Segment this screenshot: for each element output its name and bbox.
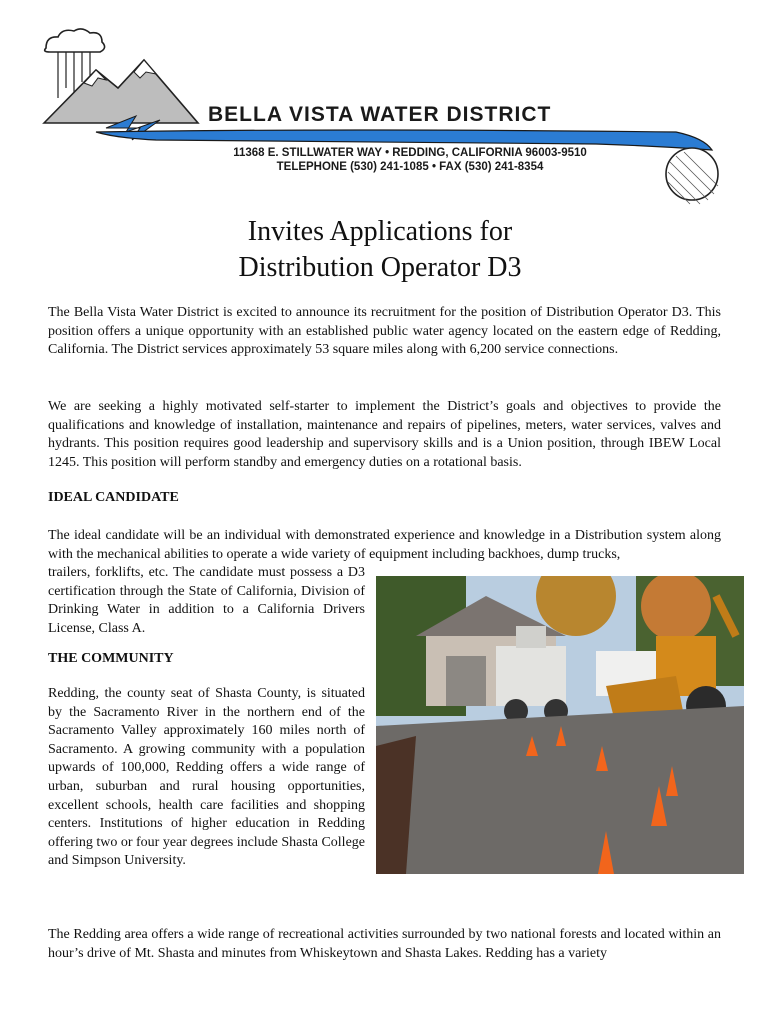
- intro-paragraph-2: We are seeking a highly motivated self-starter to implement the District’s goals and objectives to provide the qualifications and knowledge of installation, maintenance and repairs of pipelines, meters, water services, valves and hydrants. This position requires good leadership and supervisory skills and is a Union position, through IBEW Local 1245. This position will perform standby and emergency duties on a rotational basis.: [48, 399, 721, 470]
- phone-line: TELEPHONE (530) 241-1085 • FAX (530) 241-8354: [276, 161, 544, 173]
- ideal-candidate-text: The ideal candidate will be an individual with demonstrated experience and knowledge in a Distribution system along with the mechanical abilities to operate a wide variety of equipment including backhoes, dump trucks,: [48, 528, 721, 562]
- closing-paragraph: The Redding area offers a wide range of recreational activities surrounded by two national forests and located within an hour’s drive of Mt. Shasta and minutes from Whiskeytown and Shasta Lakes. Redding has a variety: [48, 927, 721, 961]
- ideal-candidate-heading: IDEAL CANDIDATE: [48, 490, 179, 505]
- address-line: 11368 E. STILLWATER WAY • REDDING, CALIFORNIA 96003-9510: [233, 147, 587, 159]
- community-heading: THE COMMUNITY: [48, 651, 174, 666]
- ideal-candidate-text-continued: trailers, forklifts, etc. The candidate must possess a D3 certification through the State of California, Division of Drinking Water in addition to a California Drivers License, Class A.: [48, 565, 365, 636]
- company-name: BELLA VISTA WATER DISTRICT: [208, 103, 552, 126]
- community-text: Redding, the county seat of Shasta County, is situated by the Sacramento River in the northern end of the Sacramento Valley approximately 160 miles north of Sacramento. A growing community with a population upwards of 100,000, Redding offers a wide range of urban, suburban and rural housing opportunities, excellent schools, health care facilities and shopping centers. Institutions of higher education in Redding offering two or four year degrees include Shasta College and Simpson University.: [48, 686, 365, 869]
- construction-site-photo: [376, 576, 744, 874]
- title-line-2: Distribution Operator D3: [238, 252, 522, 283]
- title-line-1: Invites Applications for: [247, 216, 513, 247]
- intro-paragraph-1: The Bella Vista Water District is excited to announce its recruitment for the position of Distribution Operator D3. This position offers a unique opportunity with an established public water agency located on the eastern edge of Redding, California. The District services approximately 53 square miles along with 6,200 service connections.: [48, 305, 721, 358]
